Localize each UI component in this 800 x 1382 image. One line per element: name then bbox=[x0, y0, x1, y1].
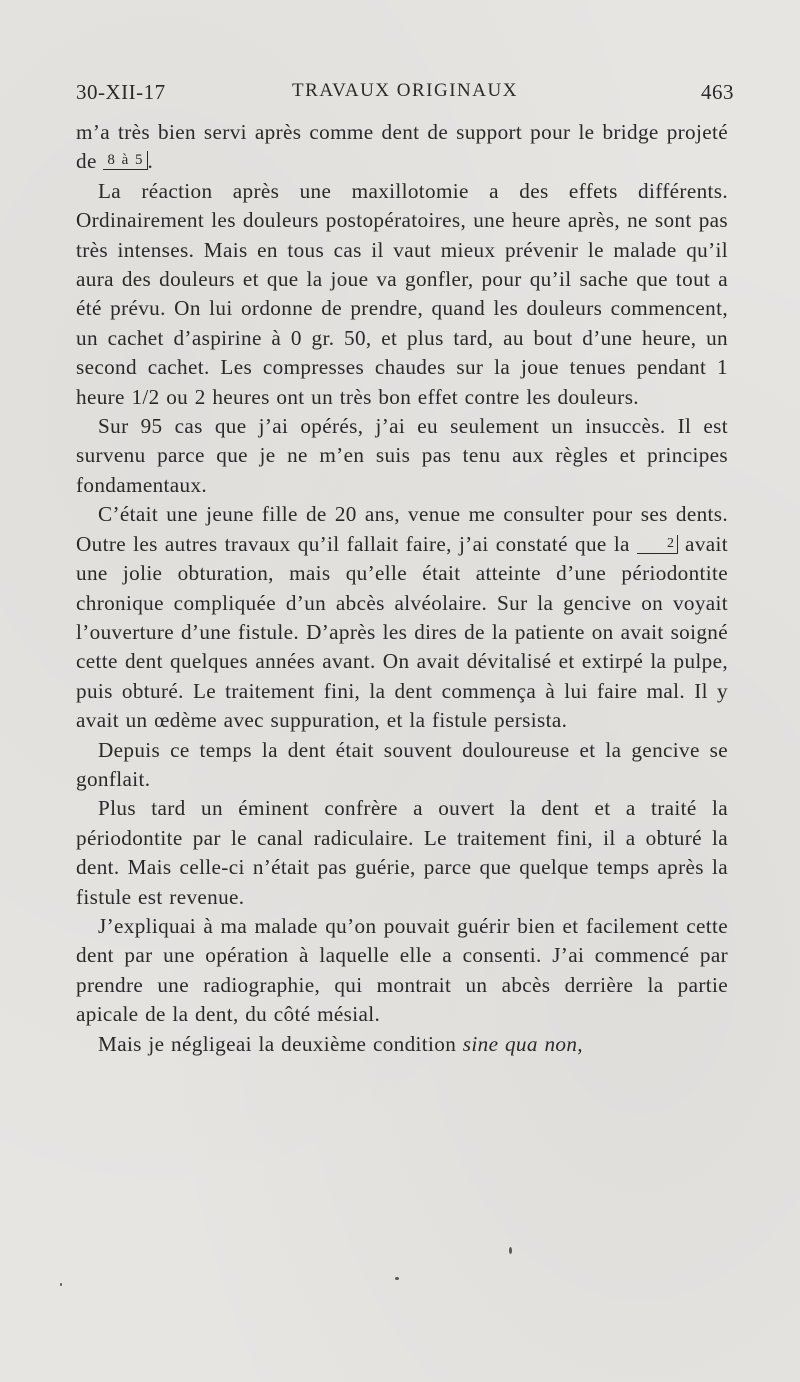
paragraph-1-text: m’a très bien servi après comme dent de support pour le bridge projeté de bbox=[76, 120, 728, 174]
paragraph-1-end: . bbox=[147, 149, 154, 174]
paragraph-4-text-cont: avait une jolie obturation, mais qu’elle était atteinte d’une périodontite chronique compliquée d’un abcès alvéolaire. Sur la gencive on voyait l’ouverture d’une fistule. D’après les dires de la patiente on avait soigné cette dent quelques années avant. On avait dévitalisé et extirpé la pulpe, puis obturé. Le traitement fini, la dent commença à lui faire mal. Il y avait un œdème avec suppuration, et la fistule persista. bbox=[76, 531, 728, 733]
paragraph-3: Sur 95 cas que j’ai opérés, j’ai eu seulement un insuccès. Il est survenu parce que je ne m’en suis pas tenu aux règles et principes fondamentaux. bbox=[76, 414, 728, 497]
tooth-notation-8-to-5: 8 à 5 bbox=[103, 151, 147, 170]
article-body bbox=[76, 118, 728, 1059]
paragraph-7: J’expliquai à ma malade qu’on pouvait guérir bien et facilement cette dent par une opération à laquelle elle a consenti. J’ai commencé par prendre une radiographie, qui montrait un abcès derrière la partie apicale de la dent, du côté mésial. bbox=[76, 913, 728, 1027]
page-header bbox=[76, 76, 734, 110]
paragraph-6: Plus tard un éminent confrère a ouvert la dent et a traité la périodontite par le canal radiculaire. Le traitement fini, il a obturé la dent. Mais celle-ci n’était pas guérie, parce que quelque temps après la fistule est revenue. bbox=[76, 796, 728, 909]
paragraph-2: La réaction après une maxillotomie a des effets différents. Ordinairement les douleurs postopératoires, une heure après, ne sont pas très intenses. Mais en tous cas il vaut mieux prévenir le malade qu’il aura des douleurs et que la joue va gonfler, pour qu’il sache que tout a été prévu. On lui ordonne de prendre, quand les douleurs commencent, un cachet d’aspirine à 0 gr. 50, et plus tard, au bout d’une heure, un second cachet. Les compresses chaudes sur la joue tenues pendant 1 heure 1/2 ou 2 heures ont un très bon effet contre les douleurs. bbox=[76, 178, 728, 409]
issue-date: 30-XII-17 bbox=[76, 80, 166, 104]
paragraph-8 bbox=[76, 1030, 728, 1059]
paragraph-8-latin: sine qua non, bbox=[462, 1031, 583, 1056]
page-number: 463 bbox=[701, 80, 734, 104]
paragraph-4-text: C’était une jeune fille de 20 ans, venue me consulter pour ses dents. Outre les autres travaux qu’il fallait faire, j’ai constaté que la bbox=[76, 502, 728, 556]
running-title: TRAVAUX ORIGINAUX bbox=[292, 80, 518, 101]
tooth-notation-2: 2 bbox=[637, 535, 678, 554]
paper-speck bbox=[395, 1277, 399, 1280]
paragraph-5: Depuis ce temps la dent était souvent douloureuse et la gencive se gonflait. bbox=[76, 737, 728, 791]
paper-speck bbox=[60, 1283, 62, 1286]
paragraph-4 bbox=[76, 500, 728, 735]
paragraph-1 bbox=[76, 118, 728, 177]
paper-speck bbox=[509, 1247, 512, 1254]
paragraph-8-text: Mais je négligeai la deuxième condition bbox=[98, 1031, 463, 1056]
